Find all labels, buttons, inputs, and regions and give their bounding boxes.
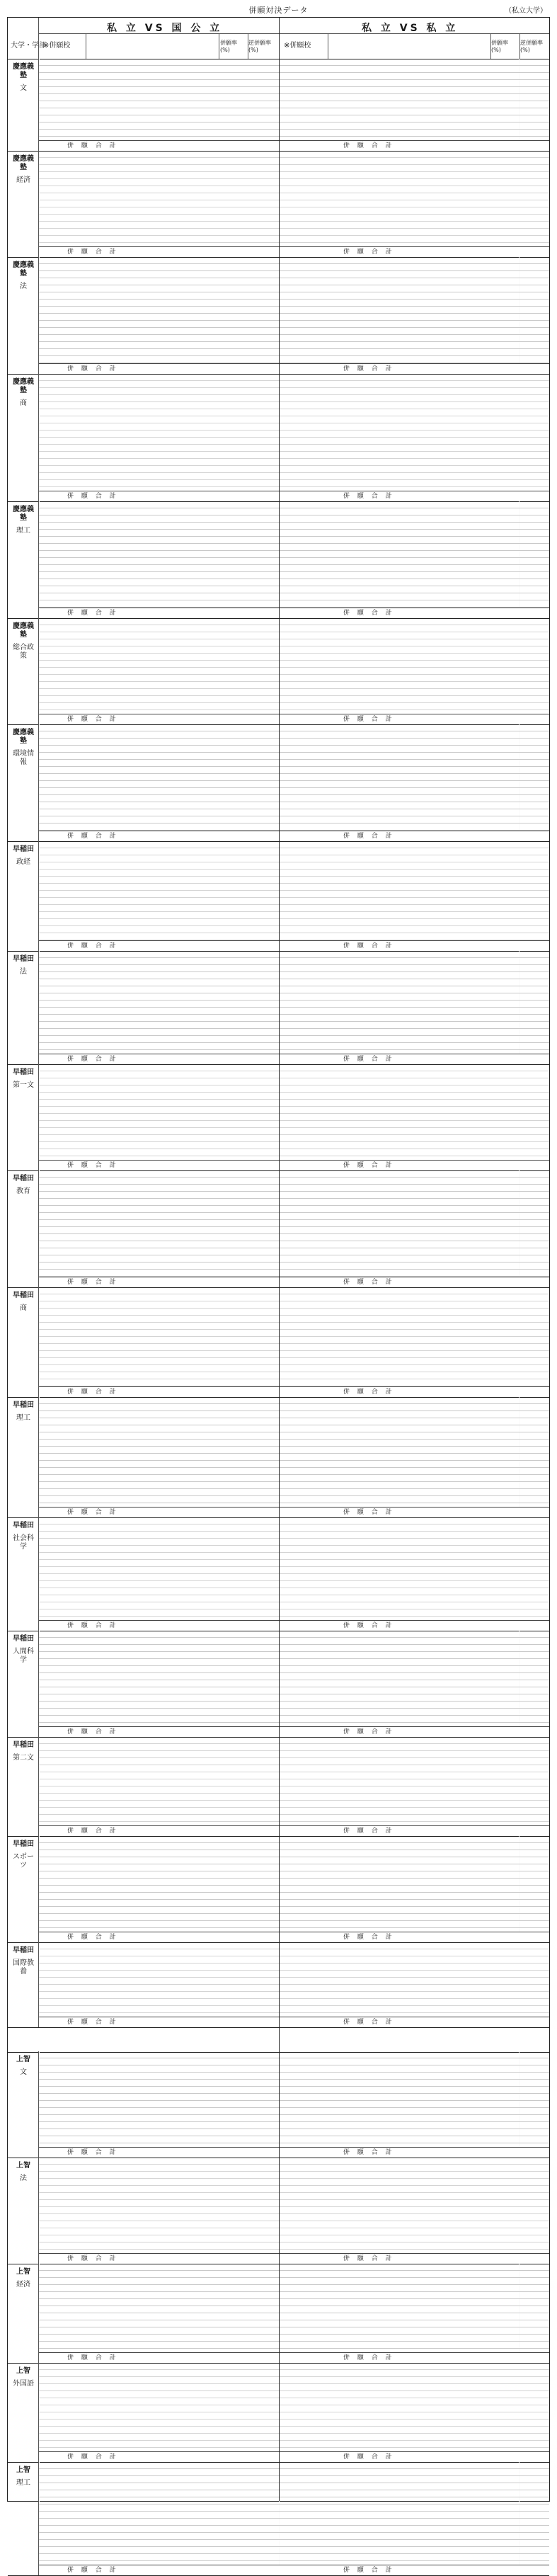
univ-name [10,1741,37,1762]
data-rows [39,2462,549,2565]
header-rival-left: ※併願校 [43,42,71,50]
univ-name [10,1292,37,1313]
univ-dept-text: 法 [20,968,27,976]
total-label-left: 併 願 合 計 [67,1389,119,1396]
total-label-right: 併 願 合 計 [343,365,395,372]
univ-name [10,1068,37,1090]
total-row [39,1160,549,1170]
total-label-right: 併 願 合 計 [343,833,395,840]
total-label-right: 併 願 合 計 [343,1509,395,1516]
univ-dept-text: 法 [20,283,27,290]
univ-dept-text: 外国語 [13,2380,34,2388]
univ-name-text: 上智 [16,2268,30,2276]
univ-name-text: 早稲田 [13,845,34,853]
total-label-left: 併 願 合 計 [67,1622,119,1629]
univ-dept-text: 第二文 [13,1754,34,1762]
univ-name [10,2056,37,2077]
data-rows [39,1287,549,1387]
univ-name-text: 早稲田 [13,1947,34,1954]
total-label-left: 併 願 合 計 [67,2454,119,2461]
total-row [39,140,549,151]
univ-dept-text: 理工 [16,527,30,535]
total-label-left: 併 願 合 計 [67,1509,119,1516]
total-label-left: 併 願 合 計 [67,716,119,723]
univ-name [10,2466,37,2487]
univ-name-text: 早稲田 [13,1292,34,1299]
univ-name-text: 早稲田 [13,1741,34,1749]
total-row [39,2451,549,2462]
total-label-right: 併 願 合 計 [343,942,395,950]
total-label-right: 併 願 合 計 [343,2567,395,2574]
total-label-left: 併 願 合 計 [67,942,119,950]
univ-name-text: 慶應義塾 [13,378,34,394]
total-label-right: 併 願 合 計 [343,1279,395,1286]
univ-name [10,1522,37,1551]
univ-name [10,155,37,185]
total-row [39,491,549,501]
univ-dept-text: 第一文 [13,1081,34,1089]
total-label-left: 併 願 合 計 [67,610,119,617]
univ-name-text: 慶應義塾 [13,729,34,745]
header-win-rate-right: 併願率 (%) [491,40,508,53]
univ-name [10,1175,37,1196]
total-label-left: 併 願 合 計 [67,1056,119,1063]
data-rows [39,1397,549,1508]
data-rows [39,2051,549,2148]
univ-name-text: 早稲田 [13,1175,34,1182]
univ-dept-text: 経済 [16,2281,30,2289]
total-label-left: 併 願 合 計 [67,2567,119,2574]
data-rows [39,724,549,831]
univ-dept-text: 文 [20,2068,27,2076]
univ-name [10,2268,37,2289]
data-rows [39,257,549,364]
total-label-right: 併 願 合 計 [343,610,395,617]
total-label-right: 併 願 合 計 [343,2354,395,2361]
header-win-rate-left: 併願率 (%) [220,40,237,53]
univ-name-text: 早稲田 [13,1522,34,1529]
univ-name-text: 慶應義塾 [13,506,34,522]
page-title: 併願対決データ [248,6,309,15]
total-label-left: 併 願 合 計 [67,249,119,256]
univ-dept-text: 社会科学 [13,1534,34,1551]
total-row [39,1054,549,1064]
total-label-left: 併 願 合 計 [67,833,119,840]
total-label-left: 併 願 合 計 [67,365,119,372]
data-rows [39,151,549,247]
univ-name [10,261,37,291]
univ-name [10,1635,37,1665]
total-row [39,1726,549,1737]
univ-dept-text: 教育 [16,1187,30,1195]
total-label-left: 併 願 合 計 [67,493,119,500]
univ-dept-text: 国際教養 [13,1959,34,1976]
univ-dept-text: 商 [20,399,27,407]
header-rival-right: ※併願校 [284,42,311,50]
data-rows [39,1942,549,2017]
data-rows [39,1064,549,1161]
univ-name [10,845,37,867]
univ-name-text: 早稲田 [13,1401,34,1409]
total-label-left: 併 願 合 計 [67,2255,119,2262]
univ-dept-text: 理工 [16,2479,30,2487]
univ-name [10,622,37,661]
total-label-right: 併 願 合 計 [343,1162,395,1169]
total-label-right: 併 願 合 計 [343,1828,395,1835]
univ-dept-text: 法 [20,2175,27,2182]
total-label-left: 併 願 合 計 [67,2354,119,2361]
univ-name-text: 慶應義塾 [13,622,34,639]
univ-name-text: 慶應義塾 [13,261,34,278]
total-label-right: 併 願 合 計 [343,1728,395,1736]
total-label-right: 併 願 合 計 [343,1389,395,1396]
total-label-right: 併 願 合 計 [343,249,395,256]
header-left-group: 私 立 VS 国 公 立 [107,23,223,34]
univ-name [10,729,37,767]
total-row [39,831,549,841]
total-label-right: 併 願 合 計 [343,2019,395,2026]
total-row [39,2253,549,2264]
data-rows [39,618,549,714]
total-row [39,2565,549,2575]
univ-name-text: 上智 [16,2367,30,2375]
univ-dept-text: 環境情報 [13,750,34,766]
total-label-right: 併 願 合 計 [343,1056,395,1063]
total-row [39,2017,549,2027]
univ-name [10,506,37,535]
univ-dept-text: 人間科学 [13,1648,34,1664]
univ-name [10,378,37,408]
total-label-right: 併 願 合 計 [343,1934,395,1941]
data-rows [39,2158,549,2254]
header-right-group: 私 立 VS 私 立 [362,23,459,34]
total-label-left: 併 願 合 計 [67,1828,119,1835]
univ-name-text: 上智 [16,2056,30,2063]
univ-name-text: 慶應義塾 [13,155,34,171]
univ-name [10,1401,37,1423]
univ-name-text: 早稲田 [13,1068,34,1076]
total-label-left: 併 願 合 計 [67,1934,119,1941]
total-label-left: 併 願 合 計 [67,1162,119,1169]
univ-name [10,63,37,93]
header-pass-rate-right: 逆併願率 (%) [520,40,543,53]
univ-name [10,955,37,976]
data-table [7,17,550,2574]
total-label-left: 併 願 合 計 [67,2019,119,2026]
univ-dept-text: スポーツ [13,1853,34,1869]
univ-dept-text: 総合政策 [13,644,34,660]
total-row [39,1620,549,1631]
total-row [39,1932,549,1942]
univ-name [10,2367,37,2388]
total-row [39,1825,549,1836]
data-rows [39,2363,549,2452]
univ-name-text: 上智 [16,2162,30,2170]
total-label-left: 併 願 合 計 [67,142,119,149]
total-label-left: 併 願 合 計 [67,2149,119,2156]
total-row [39,940,549,951]
univ-dept-text: 文 [20,84,27,92]
univ-name-text: 慶應義塾 [13,63,34,79]
univ-name-text: 早稲田 [13,955,34,963]
total-row [39,1507,549,1517]
total-label-right: 併 願 合 計 [343,142,395,149]
data-rows [39,1737,549,1826]
data-rows [39,1631,549,1727]
center-divider [279,18,280,2501]
total-label-left: 併 願 合 計 [67,1728,119,1736]
data-rows [39,951,549,1054]
univ-dept-text: 政経 [16,858,30,866]
data-rows [39,501,549,608]
univ-name [10,2162,37,2183]
data-rows [39,374,549,491]
data-rows [39,1836,549,1932]
total-label-right: 併 願 合 計 [343,2454,395,2461]
data-rows [39,59,549,141]
total-label-right: 併 願 合 計 [343,2149,395,2156]
data-rows [39,841,549,941]
total-row [39,1277,549,1287]
total-row [39,1386,549,1397]
univ-name-text: 早稲田 [13,1635,34,1643]
total-label-right: 併 願 合 計 [343,1622,395,1629]
data-rows [39,1517,549,1621]
total-label-right: 併 願 合 計 [343,2255,395,2262]
total-row [39,2352,549,2363]
total-label-right: 併 願 合 計 [343,716,395,723]
univ-dept-text: 経済 [16,176,30,184]
header-univ: 大学・学部 [11,42,46,50]
total-row [39,714,549,724]
total-row [39,363,549,374]
univ-dept-text: 商 [20,1304,27,1312]
page-note: （私立大学） [505,7,547,15]
univ-name-text: 早稲田 [13,1840,34,1848]
data-rows [39,1170,549,1277]
univ-dept-text: 理工 [16,1414,30,1422]
total-row [39,608,549,618]
total-row [39,246,549,257]
header-pass-rate-left: 逆併願率 (%) [248,40,271,53]
total-label-right: 併 願 合 計 [343,493,395,500]
total-label-left: 併 願 合 計 [67,1279,119,1286]
univ-name [10,1840,37,1870]
data-rows [39,2264,549,2353]
univ-name [10,1947,37,1976]
total-row [39,2147,549,2158]
univ-name-text: 上智 [16,2466,30,2474]
